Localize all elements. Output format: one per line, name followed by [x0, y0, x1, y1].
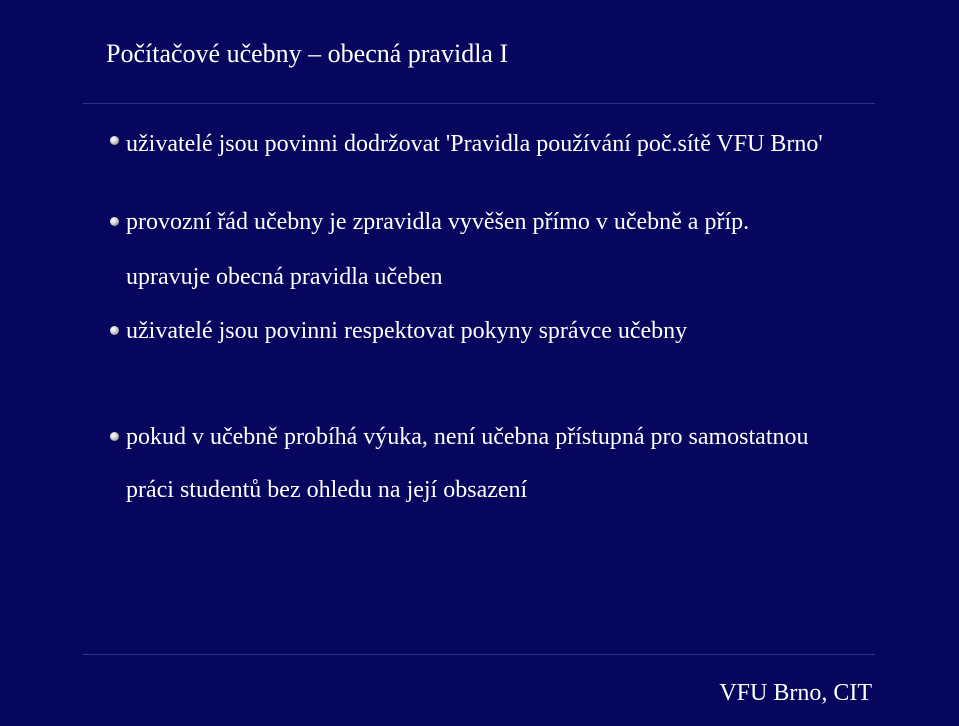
- bullet-text: uživatelé jsou povinni dodržovat 'Pravidla používání poč.sítě VFU Brno': [126, 131, 823, 157]
- bullet-item: [110, 128, 830, 160]
- title-divider: [83, 103, 875, 104]
- sphere-bullet-icon: [110, 217, 119, 226]
- sphere-bullet-icon: [110, 136, 119, 145]
- bullet-item: [110, 318, 830, 357]
- bullet-text: pokud v učebně probíhá výuka, není učebna přístupná pro samostatnou práci studentů bez ohledu na její obsazení: [126, 424, 809, 503]
- bullet-item: [110, 424, 830, 517]
- sphere-bullet-icon: [110, 326, 119, 335]
- bullet-item: [110, 209, 830, 305]
- bullet-text: uživatelé jsou povinni respektovat pokyny správce učebny: [126, 318, 688, 344]
- slide-title: Počítačové učebny – obecná pravidla I: [106, 39, 509, 68]
- footer-divider: [83, 654, 875, 655]
- footer-text: VFU Brno, CIT: [719, 680, 872, 706]
- bullet-text: provozní řád učebny je zpravidla vyvěšen přímo v učebně a příp. upravuje obecná pravidla učeben: [126, 209, 750, 290]
- sphere-bullet-icon: [110, 432, 119, 441]
